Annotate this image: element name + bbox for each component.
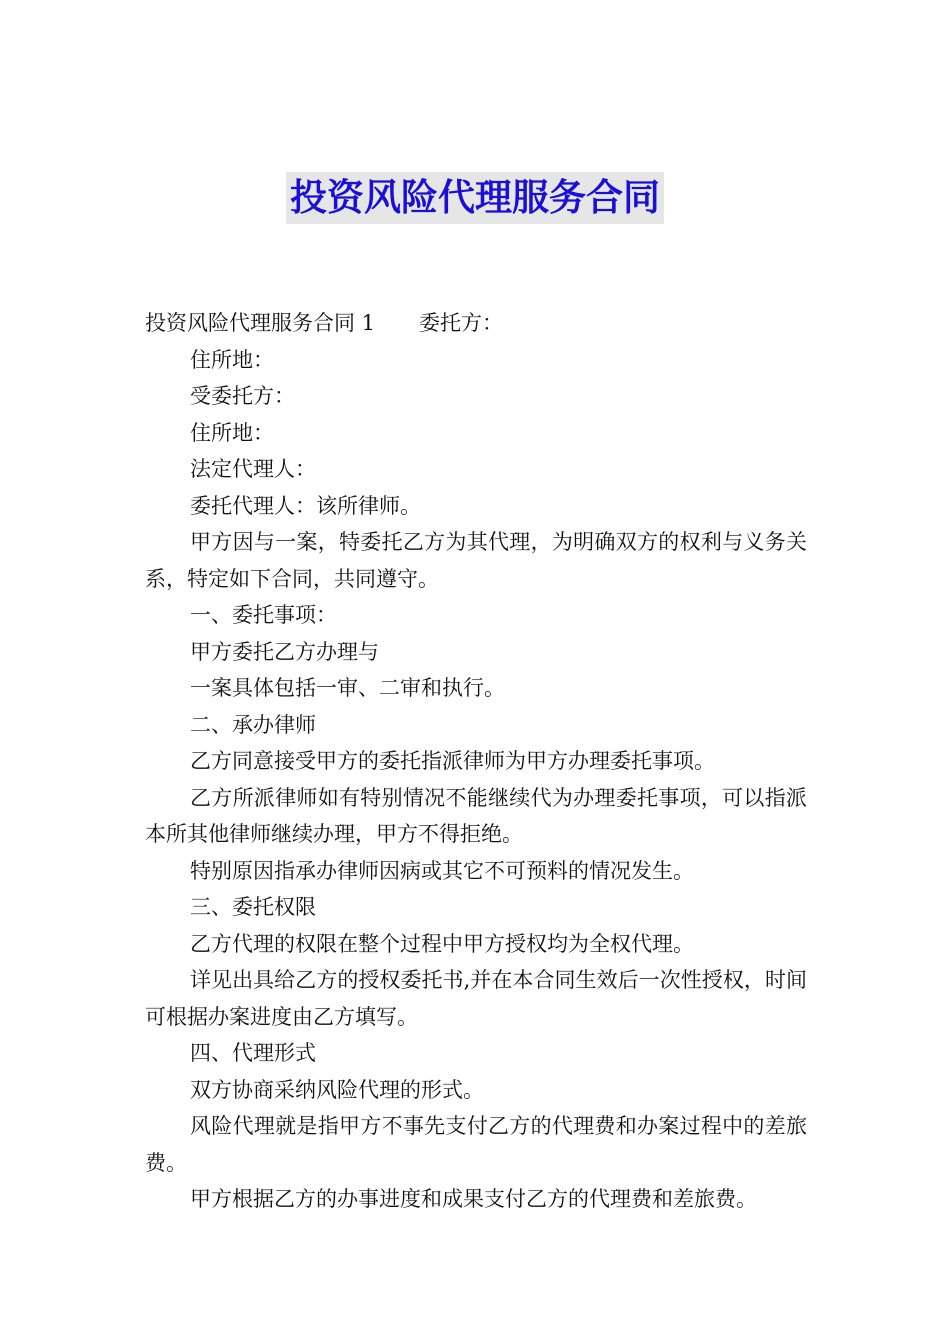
client-label: 委托方：	[419, 311, 504, 335]
paragraph: 乙方所派律师如有特别情况不能继续代为办理委托事项，可以指派本所其他律师继续办理，甲方不得拒绝。	[145, 785, 807, 846]
paragraph: 甲方委托乙方办理与	[190, 639, 379, 664]
title-container	[0, 172, 950, 224]
paragraph: 住所地：	[190, 420, 274, 445]
paragraph: 委托代理人：该所律师。	[190, 493, 421, 518]
paragraph: 法定代理人：	[190, 457, 316, 481]
intro-heading: 投资风险代理服务合同 1	[145, 311, 376, 335]
paragraph: 双方协商采纳风险代理的形式。	[190, 1077, 484, 1102]
paragraph: 乙方代理的权限在整个过程中甲方授权均为全权代理。	[190, 931, 694, 956]
paragraph: 风险代理就是指甲方不事先支付乙方的代理费和办案过程中的差旅费。	[145, 1114, 807, 1175]
section-heading: 一、委托事项：	[190, 603, 337, 627]
section-heading: 三、委托权限	[190, 895, 316, 919]
paragraph: 详见出具给乙方的授权委托书,并在本合同生效后一次性授权，时间可根据办案进度由乙方填写。	[145, 968, 807, 1029]
paragraph: 甲方因与一案，特委托乙方为其代理，为明确双方的权利与义务关系，特定如下合同，共同遵守。	[145, 530, 807, 591]
section-heading: 二、承办律师	[190, 712, 316, 737]
paragraph: 特别原因指承办律师因病或其它不可预料的情况发生。	[190, 858, 694, 883]
document-body	[145, 305, 807, 1218]
paragraph: 乙方同意接受甲方的委托指派律师为甲方办理委托事项。	[190, 749, 715, 773]
paragraph: 甲方根据乙方的办事进度和成果支付乙方的代理费和差旅费。	[190, 1187, 757, 1211]
paragraph: 一案具体包括一审、二审和执行。	[190, 676, 505, 700]
paragraph: 住所地：	[190, 347, 274, 372]
paragraph: 受委托方：	[190, 384, 295, 408]
section-heading: 四、代理形式	[190, 1041, 316, 1065]
document-title: 投资风险代理服务合同	[286, 172, 664, 224]
intro-line	[145, 305, 807, 342]
